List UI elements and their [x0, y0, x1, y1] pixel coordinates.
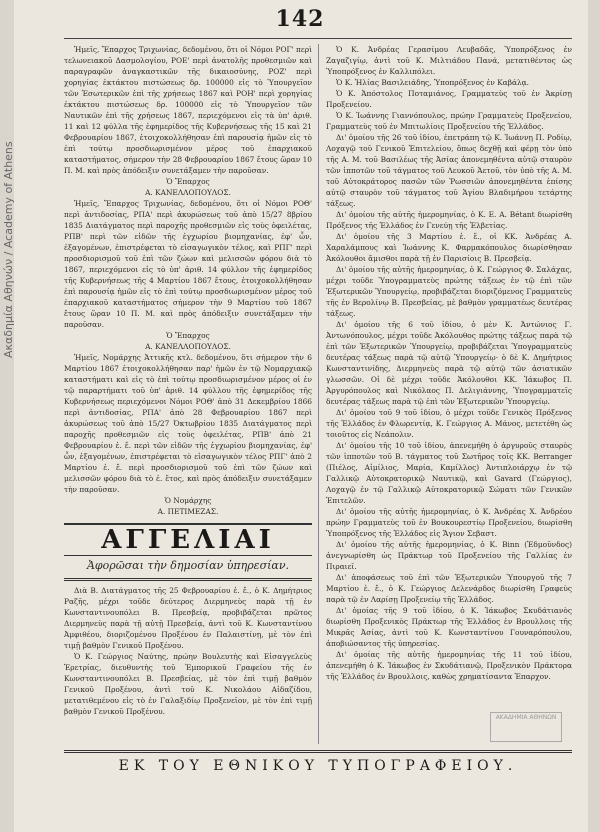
archive-watermark-text: Ακαδημία Αθηνών / Academy of Athens: [2, 141, 15, 359]
ad-paragraph: Δι' ὁμοίας τῆς 9 τοῦ ἰδίου, ὁ Κ. Ἰάκωβος Σκυδάτιανὸς διωρίσθη Προξενικὸς Πράκτωρ τῆς Ἑλλάδος ἐν Βρουλλοις τῆς Μικρᾶς Ἀσίας, ἀντὶ τοῦ Κ. Κωνσταντίνου Γουναρόπουλου, ἀποβιώσαντος τῆς ὑπηρεσίας.: [326, 606, 572, 648]
ad-paragraph: Δι' ὁμοίου τῆς 10 τοῦ ἰδίου, ἀπενεμήθη ὁ ἀργυροῦς σταυρὸς τῶν ἱπποτῶν τοῦ Β. τάγματος τοῦ Σωτῆρος τοῖς ΚΚ. Berranger (Πιέλος, Αἰμίλιος, Μαρία, Καμίλλος) Ἀντιπλοιάρχῳ ἐν τῷ Γαλλικῷ Αὐτοκρατορικῷ Ναυτικῷ, καὶ Gavard (Γεώργιος), Λοχαγῷ ἐν τῷ Γαλλικῷ Αὐτοκρατορικῷ Σώματι τῶν Γενικῶν Ἐπιτελῶν.: [326, 441, 572, 505]
ad-paragraph: Ὁ Κ. Ἰωάννης Γιαννόπουλος, πρώην Γραμματεὺς Προξενείου, Γραμματεὺς τοῦ ἐν Μπιτωλίοις Προξενείου τῆς Ἑλλάδος.: [326, 111, 572, 131]
ad-paragraph: Δι' ὁμοίου τοῦ 9 τοῦ ἰδίου, ὁ μέχρι τοῦδε Γενικὸς Πρόξενος τῆς Ἑλλάδος ἐν Φλωρεντίᾳ, Κ. Γεώργιος Α. Μάνος, μετετέθη ὡς τοιοῦτος εἰς Νεάπολιν.: [326, 408, 572, 439]
header-rule: [64, 38, 572, 39]
footer-rule: [64, 750, 572, 753]
signature-name: Α. ΠΕΤΙΜΕΖΑΣ.: [157, 507, 219, 516]
ad-paragraph: Δι' ἀποφάσεως τοῦ ἐπὶ τῶν Ἐξωτερικῶν Ὑπουργοῦ τῆς 7 Μαρτίου ἐ. ἔ., ὁ Κ. Γεώργιος Δελενάρδος διωρίσθη Γραφεὺς παρὰ τῷ ἐν Λαρίσῃ Προξενείῳ τῆς Ἑλλάδος.: [326, 573, 572, 604]
ad-paragraph: Ὁ Κ. Γεώργιος Ναύτης, πρώην Βουλευτὴς καὶ Εἰσαγγελεὺς Ἐρετρίας, διευθυντὴς τοῦ Ἐμπορικοῦ Γραφείου τῆς ἐν Κωνσταντινουπόλει Β. Πρεσβείας, μὲ τὸν ἐπὶ τιμῇ βαθμὸν Γενικοῦ Προξένου, ἀντὶ τοῦ Κ. Νικολάου Αἰδαζίδου, μετατιθεμένου εἰς τὸ ἐν Γαλαξιδίῳ Προξενεῖον, μὲ τὸν ἐπὶ τιμῇ βαθμὸν Γενικοῦ Προξένου.: [64, 652, 312, 716]
ad-paragraph: Δι' ὁμοίας τῆς αὐτῆς ἡμερομηνίας τῆς 11 τοῦ ἰδίου, ἀπενεμήθη ὁ Κ. Ἰάκωβος ἐν Σκυδάτιανῷ, Προξενικὸν Πράκτορα τῆς Ἑλλάδος ἐν Βρουλλοις, καθὼς χρηματίσαντα Ἐπαρχον.: [326, 650, 572, 681]
announcement-paragraph: Ἡμεῖς, Ἔπαρχος Τριχωνίας, δεδομένου, ὅτι οἱ Νόμοι ΡΟΘ' περὶ ἀντιδοσίας, ΡΠΑ' περὶ ἀκυρώσεως τοῦ ἀπὸ 15/27 8βρίου 1835 Διατάγματος περὶ παροχῆς προθεσμιῶν εἰς τοὺς ὀφειλέτας, ΡΠΒ' περὶ τῶν εἰδῶν τῆς ἐγχωρίου βιομηχανίας, ἐφ' ὧν, ἐξαγομένων, ἐπιστρέφεται τὸ εἰσαγωγικὸν τέλος, καὶ ΡΠΓ' περὶ προσδιορισμοῦ τοῦ ἐπὶ τῶν ζώων καὶ μελισσῶν φόρου διὰ τὸ 1867, περιεχόμενοι εἰς τὸ ὑπ' ἀριθ. 14 φύλλον τῆς ἐφημερίδος τῆς Κυβερνήσεως τῆς 4 Μαρτίου 1867 ἔτους, ἐτοιχοκολλήθησαν ἐπὶ παρουσίᾳ ἡμῶν εἰς τὸ ἐπὶ τούτῳ προσδιωρισμένον μέρος τοῦ ἐπαρχιακοῦ καταστήματος σήμερον τὴν 9 Μαρτίου τοῦ 1867 ἔτους ὥραν 10 Π. Μ. καὶ πρὸς ἀπόδειξιν συνετάξαμεν τὴν παροῦσαν.: [64, 199, 312, 329]
announcement-paragraph: Ἡμεῖς, Ἔπαρχος Τριχωνίας, δεδομένου, ὅτι οἱ Νόμοι ΡΟΓ' περὶ τελωνειακοῦ Δασμολογίου, ΡΟΕ' περὶ ἀνατολῆς προθεσμιῶν καὶ παραγραφῶν ἀναγκαστικῶν τῆς δικαιοσύνης, ΡΟΖ' περὶ χορηγίας ἐκτάκτου πιστώσεως δρ. 100000 εἰς τὸ Ὑπουργεῖον τῶν Ἐσωτερικῶν ἐπὶ τῆς χρήσεως 1867 καὶ ΡΟΗ' περὶ χορηγίας ἐκτάκτου πιστώσεως δρ. 100000 εἰς τὸ Ὑπουργεῖον τῶν Ναυτικῶν ἐπὶ τῆς χρήσεως 1867, περιεχόμενοι εἰς τὰ ὑπ' ἀριθ. 11 καὶ 12 φύλλα τῆς ἐφημερίδος τῆς Κυβερνήσεως τῆς 15 καὶ 21 Φεβρουαρίου 1867, ἐτοιχοκολλήθησαν ἐπὶ παρουσίᾳ ἡμῶν εἰς τὸ ἐπὶ τούτῳ προσδιωρισμένον μέρος τοῦ ἐπαρχιακοῦ καταστήματος, σήμερον τὴν 28 Φεβρουαρίου 1867 ἔτους ὥραν 10 Π. Μ. καὶ πρὸς ἀπόδειξιν συνετάξαμεν τὴν παροῦσαν.: [64, 45, 312, 175]
left-column: [64, 44, 312, 717]
ad-paragraph: Ὁ Κ. Ἠλίας Βασιλειάδης, Ὑποπρόξενος ἐν Καβάλᾳ.: [336, 78, 530, 87]
ad-paragraph: Δι' ὁμοίου τῆς 26 τοῦ ἰδίου, ἐπετράπη τῷ Κ. Ἰωάννῃ Π. Ροδίῳ, Λοχαγῷ τοῦ Γενικοῦ Ἐπιτελείου, ὅπως δεχθῇ καὶ φέρῃ τὸν ὑπὸ τῆς Α. Μ. τοῦ Βασιλέως τῆς Ἀσίας ἀπονεμηθέντα αὐτῷ σταυρὸν τῶν ἱπποτῶν τοῦ τάγματος τοῦ Λευκοῦ Ἀετοῦ, τὸν ὑπὸ τῆς Α. Μ. τοῦ Αὐτοκράτορος πασῶν τῶν Ῥωσσιῶν ἀπονεμηθέντα ἐπίσης αὐτῷ σταυρὸν τοῦ τάγματος τοῦ Ἁγίου Βλαδιμήρου τετάρτης τάξεως.: [326, 133, 572, 208]
ad-paragraph: Δι' ὁμοίου τῆς αὐτῆς ἡμερομηνίας, ὁ Κ. Ἀνδρέας Χ. Ἀνδρέου πρώην Γραμματεὺς τοῦ ἐν Βουκουρεστίῳ Προξενείου, διωρίσθη Ὑποπρόξενος τῆς Ἑλλάδος εἰς Ἅγιον Σεβαστ.: [326, 507, 572, 538]
ad-paragraph: Δι' ὁμοίου τῆς αὐτῆς ἡμερομηνίας, ὁ Κ. Γεώργιος Φ. Σαλάχας, μέχρι τοῦδε Ὑπογραμματεὺς πρώτης τάξεως ἐν τῷ ἐπὶ τῶν Ἐξωτερικῶν Ὑπουργείῳ, προβιβάζεται διοριζόμενος Γραμματεὺς τῆς ἐν Βερολίνῳ Β. Πρεσβείας, μὲ βαθμὸν γραμματέως δευτέρας τάξεως.: [326, 265, 572, 318]
ad-paragraph: Ὁ Κ. Ἀπόστολος Ποταμιάνος, Γραμματεὺς τοῦ ἐν Ἀκρίσῃ Προξενείου.: [326, 89, 572, 109]
ad-paragraph: Δι' ὁμοίου τῆς αὐτῆς ἡμερομηνίας, ὁ Κ. Ε. Α. Bétant διωρίσθη Πρόξενος τῆς Ἑλλάδος ἐν Γενεύῃ τῆς Ἑλβετίας.: [326, 210, 572, 230]
page-number: 142: [275, 6, 325, 32]
ad-paragraph: Δι' ὁμοίου τῆς 6 τοῦ ἰδίου, ὁ μὲν Κ. Ἀντώνιος Γ. Ἀντωνόπουλος, μέχρι τοῦδε Ἀκόλουθος πρώτης τάξεως παρὰ τῷ ἐπὶ τῶν Ἐξωτερικῶν Ὑπουργείῳ, προβιβάζεται Ὑπογραμματεὺς δευτέρας τάξεως παρὰ τῷ αὐτῷ Ὑπουργείῳ· ὁ δὲ Κ. Δημήτριος Κωνσταντινίδης, Διερμηνεὺς παρὰ τῷ αὐτῷ τῶν ἀσιατικῶν γλωσσῶν. Οἱ δὲ μέχρι τοῦδε Ἀκόλουθοι ΚΚ. Ἰάκωβος Π. Ἀργυρόπουλος καὶ Νικόλαος Π. Δελιγιάννης, Ὑπογραμματεῖς δευτέρας τάξεως παρὰ τῷ ἐπὶ τῶν Ἐξωτερικῶν Ὑπουργείῳ.: [326, 320, 572, 406]
signature-title: Ὁ Νομάρχης: [164, 496, 212, 505]
academy-stamp: ΑΚΑΔΗΜΙΑ ΑΘΗΝΩΝ: [490, 712, 562, 742]
right-column: [326, 44, 572, 682]
ad-paragraph: Ὁ Κ. Ἀνδρέας Γερασίμου Λευβαδᾶς, Ὑποπρόξενος ἐν Ζαγαζιγίῳ, ἀντὶ τοῦ Κ. Μιλτιάδου Πανά, μετατιθέντος ὡς Ὑποπρόξενος ἐν Καλλιπόλει.: [326, 45, 572, 76]
signature-name: Α. ΚΑΝΕΛΛΟΠΟΥΛΟΣ.: [145, 188, 231, 197]
column-divider: [318, 44, 319, 744]
ad-paragraph: Δι' ὁμοίου τῆς 3 Μαρτίου ἐ. ἔ., οἱ ΚΚ. Ἀνδρέας Α. Χαραλάμπους καὶ Ἰωάννης Κ. Φαρμακόπουλος διωρίσθησαν Ἀκόλουθοι ἄμισθοι παρὰ τῇ ἐν Παρισίοις Β. Πρεσβείᾳ.: [326, 232, 572, 263]
announcement-paragraph: Ἡμεῖς, Νομάρχης Ἀττικῆς κτλ. δεδομένου, ὅτι σήμερον τὴν 6 Μαρτίου 1867 ἐτοιχοκολλήθησαν παρ' ἡμῶν ἐν τῷ Νομαρχιακῷ καταστήματι καὶ εἰς τὸ ἐπὶ τούτῳ προσδιωρισμένον μέρος οἱ ἐν τῷ παραρτήματι τοῦ ὑπ' ἀριθ. 14 φύλλου τῆς ἐφημερίδος τῆς Κυβερνήσεως περιεχόμενοι Νόμοι ΡΟΘ' ἀπὸ 31 Δεκεμβρίου 1866 περὶ ἀντιδοσίας, ΡΠΑ' ἀπὸ 28 Φεβρουαρίου 1867 περὶ ἀκυρώσεως τοῦ ἀπὸ 15/27 Ὀκτωβρίου 1835 Διατάγματος περὶ παροχῆς προθεσμιῶν εἰς τοὺς ὀφειλέτας, ΡΠΒ' ἀπὸ 21 Φεβρουαρίου ἐ. ἔ. περὶ τῶν εἰδῶν τῆς ἐγχωρίου βιομηχανίας, ἐφ' ὧν, ἐξαγομένων, ἐπιστρέφεται τὸ εἰσαγωγικὸν τέλος ΡΠΓ' ἀπὸ 2 Μαρτίου ἐ. ἔ. περὶ προσδιορισμοῦ τοῦ ἐπὶ τῶν ζώων καὶ μελισσῶν φόρου διὰ τὸ ἐ. ἔτος, καὶ πρὸς ἀπόδειξιν συνετάξαμεν τὴν παροῦσαν.: [64, 353, 312, 494]
signature-title: Ὁ Ἔπαρχος: [166, 331, 210, 340]
ads-section-title: ΑΓΓΕΛΙΑΙ: [64, 523, 312, 556]
ads-section-subtitle: Ἀφορῶσαι τὴν δημοσίαν ὑπηρεσίαν.: [86, 559, 290, 572]
signature-name: Α. ΚΑΝΕΛΛΟΠΟΥΛΟΣ.: [145, 342, 231, 351]
printer-footer: ΕΚ ΤΟΥ ΕΘΝΙΚΟΥ ΤΥΠΟΓΡΑΦΕΙΟΥ.: [118, 758, 518, 774]
signature-title: Ὁ Ἔπαρχος: [166, 177, 210, 186]
section-rule: [64, 578, 312, 581]
ad-paragraph: Δι' ὁμοίου τῆς αὐτῆς ἡμερομηνίας, ὁ Κ. Binn (Ἐδμοῦνδος) ἀνεγνωρίσθη ὡς Πράκτωρ τοῦ Προξενείου τῆς Γαλλίας ἐν Πιραιεῖ.: [326, 540, 572, 571]
ad-paragraph: Διὰ Β. Διατάγματος τῆς 25 Φεβρουαρίου ἐ. ἔ., ὁ Κ. Δημήτριος Ραζῆς, μέχρι τοῦδε δεύτερος Διερμηνεὺς παρὰ τῇ ἐν Κωνσταντινουπόλει Β. Πρεσβείᾳ, προβιβάζεται πρῶτος Διερμηνεὺς παρὰ τῇ αὐτῇ Πρεσβείᾳ, ἀντὶ τοῦ Κ. Κωνσταντίνου Ἀμφιθέου, διοριζομένου Προξένου ἐν Παλαιστίνῃ, μὲ τὸν ἐπὶ τιμῇ βαθμὸν Γενικοῦ Προξένου.: [64, 586, 312, 650]
